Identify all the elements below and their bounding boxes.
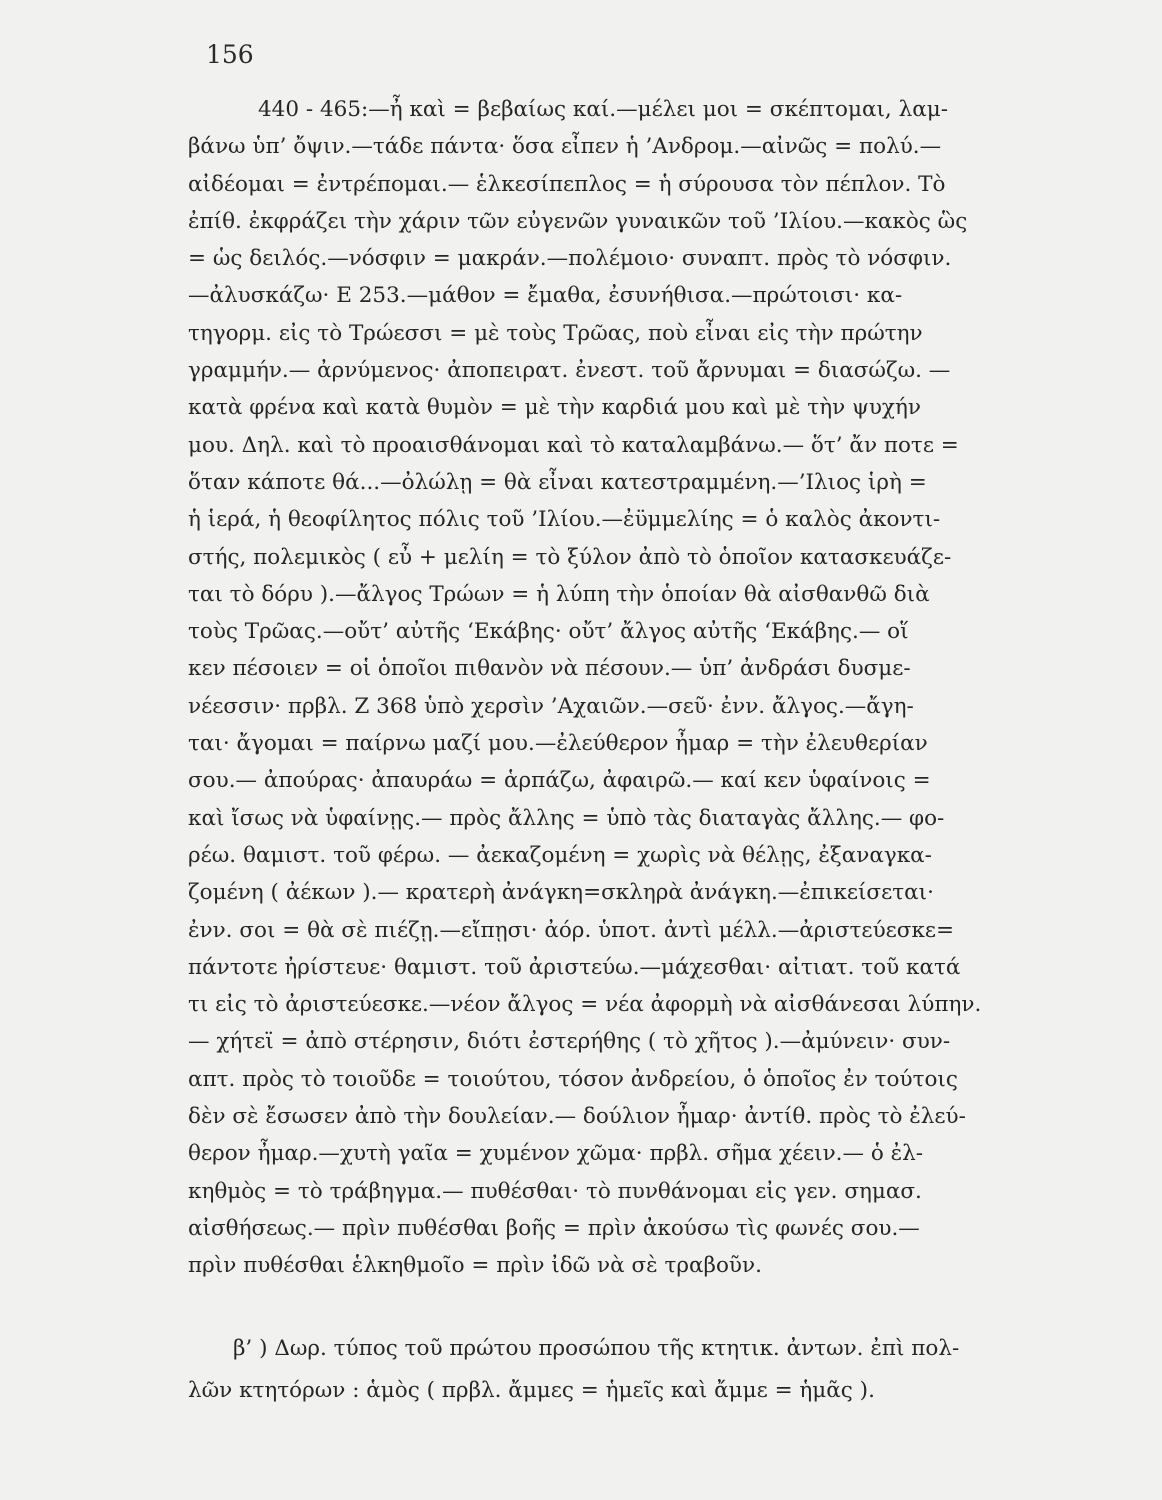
page-number: 156 xyxy=(206,40,254,69)
commentary-line: ἐνν. σοι = θὰ σὲ πιέζῃ.—εἴπῃσι· ἀόρ. ὑποτ. ἀντὶ μέλλ.—ἀριστεύεσκε= xyxy=(188,917,955,943)
commentary-line: βάνω ὑπ’ ὄψιν.—τάδε πάντα· ὅσα εἶπεν ἡ ’Ανδρομ.—αἰνῶς = πολύ.— xyxy=(188,134,942,160)
footnote-block xyxy=(188,1328,1078,1412)
commentary-line: σου.— ἀπούρας· ἀπαυράω = ἁρπάζω, ἀφαιρῶ.— καί κεν ὑφαίνοις = xyxy=(188,768,931,794)
commentary-line: νέεσσιν· πρβλ. Ζ 368 ὑπὸ χερσὶν ’Αχαιῶν.—σεῦ· ἐνν. ἄλγος.—ἄγη- xyxy=(188,693,914,719)
commentary-line: τι εἰς τὸ ἀριστεύεσκε.—νέον ἄλγος = νέα ἀφορμὴ νὰ αἰσθάνεσαι λύπην. xyxy=(188,992,982,1018)
commentary-line: ἡ ἱερά, ἡ θεοφίλητος πόλις τοῦ ’Ιλίου.—ἐϋμμελίης = ὁ καλὸς ἀκοντι- xyxy=(188,507,941,533)
footnote-line: β’ ) Δωρ. τύπος τοῦ πρώτου προσώπου τῆς κτητικ. ἀντων. ἐπὶ πολ- xyxy=(233,1336,960,1361)
commentary-line: αἰδέομαι = ἐντρέπομαι.— ἑλκεσίπεπλος = ἡ σύρουσα τὸν πέπλον. Τὸ xyxy=(188,171,946,197)
commentary-line: αἰσθήσεως.— πρὶν πυθέσθαι βοῆς = πρὶν ἀκούσω τὶς φωνές σου.— xyxy=(188,1215,920,1241)
commentary-line: θερον ἦμαρ.—χυτὴ γαῖα = χυμένον χῶμα· πρβλ. σῆμα χέειν.— ὁ ἐλ- xyxy=(188,1141,924,1167)
commentary-line: δὲν σὲ ἔσωσεν ἀπὸ τὴν δουλείαν.— δούλιον ἦμαρ· ἀντίθ. πρὸς τὸ ἐλεύ- xyxy=(188,1104,966,1130)
commentary-line: καὶ ἴσως νὰ ὑφαίνῃς.— πρὸς ἄλλης = ὑπὸ τὰς διαταγὰς ἄλλης.— φο- xyxy=(188,805,945,831)
commentary-line: απτ. πρὸς τὸ τοιοῦδε = τοιούτου, τόσον ἀνδρείου, ὁ ὁποῖος ἐν τούτοις xyxy=(188,1066,958,1092)
commentary-line: κατὰ φρένα καὶ κατὰ θυμὸν = μὲ τὴν καρδιά μου καὶ μὲ τὴν ψυχήν xyxy=(188,395,921,421)
commentary-line: γραμμήν.— ἀρνύμενος· ἀποπειρατ. ἐνεστ. τοῦ ἄρνυμαι = διασώζω. — xyxy=(188,358,951,384)
commentary-line: ρέω. θαμιστ. τοῦ φέρω. — ἀεκαζομένη = χωρὶς νὰ θέλῃς, ἐξαναγκα- xyxy=(188,842,932,868)
commentary-line: ὅταν κάποτε θά...—ὀλώλῃ = θὰ εἶναι κατεστραμμένη.—’Ιλιος ἱρὴ = xyxy=(188,469,927,495)
footnote-line: λῶν κτητόρων : ἁμὸς ( πρβλ. ἄμμες = ἡμεῖς καὶ ἄμμε = ἡμᾶς ). xyxy=(188,1378,875,1403)
commentary-line: ἐπίθ. ἐκφράζει τὴν χάριν τῶν εὐγενῶν γυναικῶν τοῦ ’Ιλίου.—κακὸς ὣς xyxy=(188,208,968,234)
commentary-line: μου. Δηλ. καὶ τὸ προαισθάνομαι καὶ τὸ καταλαμβάνω.— ὅτ’ ἄν ποτε = xyxy=(188,432,959,458)
commentary-line: 440 - 465:—ἦ καὶ = βεβαίως καί.—μέλει μοι = σκέπτομαι, λαμ- xyxy=(258,97,948,122)
commentary-block xyxy=(188,91,1078,1285)
commentary-line: — χήτεϊ = ἀπὸ στέρησιν, διότι ἐστερήθης ( τὸ χῆτος ).—ἀμύνειν· συν- xyxy=(188,1029,951,1055)
commentary-line: = ὡς δειλός.—νόσφιν = μακράν.—πολέμοιο· συναπτ. πρὸς τὸ νόσφιν. xyxy=(188,246,952,272)
commentary-line: τηγορμ. εἰς τὸ Τρώεσσι = μὲ τοὺς Τρῶας, ποὺ εἶναι εἰς τὴν πρώτην xyxy=(188,320,923,346)
commentary-line: κεν πέσοιεν = οἱ ὁποῖοι πιθανὸν νὰ πέσουν.— ὑπ’ ἀνδράσι δυσμε- xyxy=(188,656,911,682)
commentary-line: ται· ἄγομαι = παίρνω μαζί μου.—ἐλεύθερον ἦμαρ = τὴν ἐλευθερίαν xyxy=(188,731,928,757)
commentary-line: —ἀλυσκάζω· Ε 253.—μάθον = ἔμαθα, ἐσυνήθισα.—πρώτοισι· κα- xyxy=(188,283,903,309)
commentary-line: τοὺς Τρῶας.—οὔτ’ αὐτῆς ‘Εκάβης· οὔτ’ ἄλγος αὐτῆς ‘Εκάβης.— οἵ xyxy=(188,619,909,645)
commentary-line: πρὶν πυθέσθαι ἑλκηθμοῖο = πρὶν ἰδῶ νὰ σὲ τραβοῦν. xyxy=(188,1253,762,1279)
commentary-line: στής, πολεμικὸς ( εὖ + μελίη = τὸ ξύλον ἀπὸ τὸ ὁποῖον κατασκευάζε- xyxy=(188,544,952,570)
commentary-line: πάντοτε ἠρίστευε· θαμιστ. τοῦ ἀριστεύω.—μάχεσθαι· αἰτιατ. τοῦ κατά xyxy=(188,954,961,980)
commentary-line: ζομένη ( ἀέκων ).— κρατερὴ ἀνάγκη=σκληρὰ ἀνάγκη.—ἐπικείσεται· xyxy=(188,880,934,906)
commentary-line: κηθμὸς = τὸ τράβηγμα.— πυθέσθαι· τὸ πυνθάνομαι εἰς γεν. σημασ. xyxy=(188,1178,922,1204)
commentary-line: ται τὸ δόρυ ).—ἄλγος Τρώων = ἡ λύπη τὴν ὁποίαν θὰ αἰσθανθῶ διὰ xyxy=(188,581,930,607)
